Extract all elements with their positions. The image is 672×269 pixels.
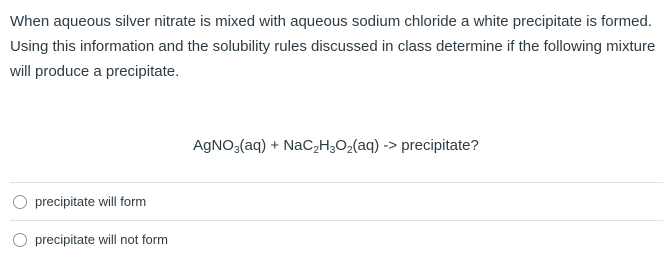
subscript: 3 <box>329 145 336 156</box>
subscript: 3 <box>233 145 240 156</box>
answer-label[interactable]: precipitate will not form <box>35 232 168 247</box>
equation-part: (aq) -> precipitate? <box>352 137 479 154</box>
equation-part: O <box>335 137 347 154</box>
radio-button[interactable] <box>13 233 27 247</box>
reaction-equation <box>0 135 672 157</box>
subscript: 2 <box>313 145 319 156</box>
answer-label[interactable]: precipitate will form <box>35 194 147 209</box>
question-text: When aqueous silver nitrate is mixed with aqueous sodium chloride a white precipitate is formed. Using this information and the solubility rules discussed in class determine if the following mixture will produce a precipitate. <box>10 13 656 80</box>
equation-part: H <box>318 137 330 154</box>
equation-part: (aq) + NaC <box>239 137 314 154</box>
subscript: 2 <box>346 145 353 156</box>
answer-list <box>10 182 663 258</box>
answer-option-not-form[interactable] <box>10 220 663 258</box>
answer-option-form[interactable] <box>10 182 663 220</box>
equation-part: AgNO <box>193 137 234 154</box>
radio-button[interactable] <box>13 195 27 209</box>
